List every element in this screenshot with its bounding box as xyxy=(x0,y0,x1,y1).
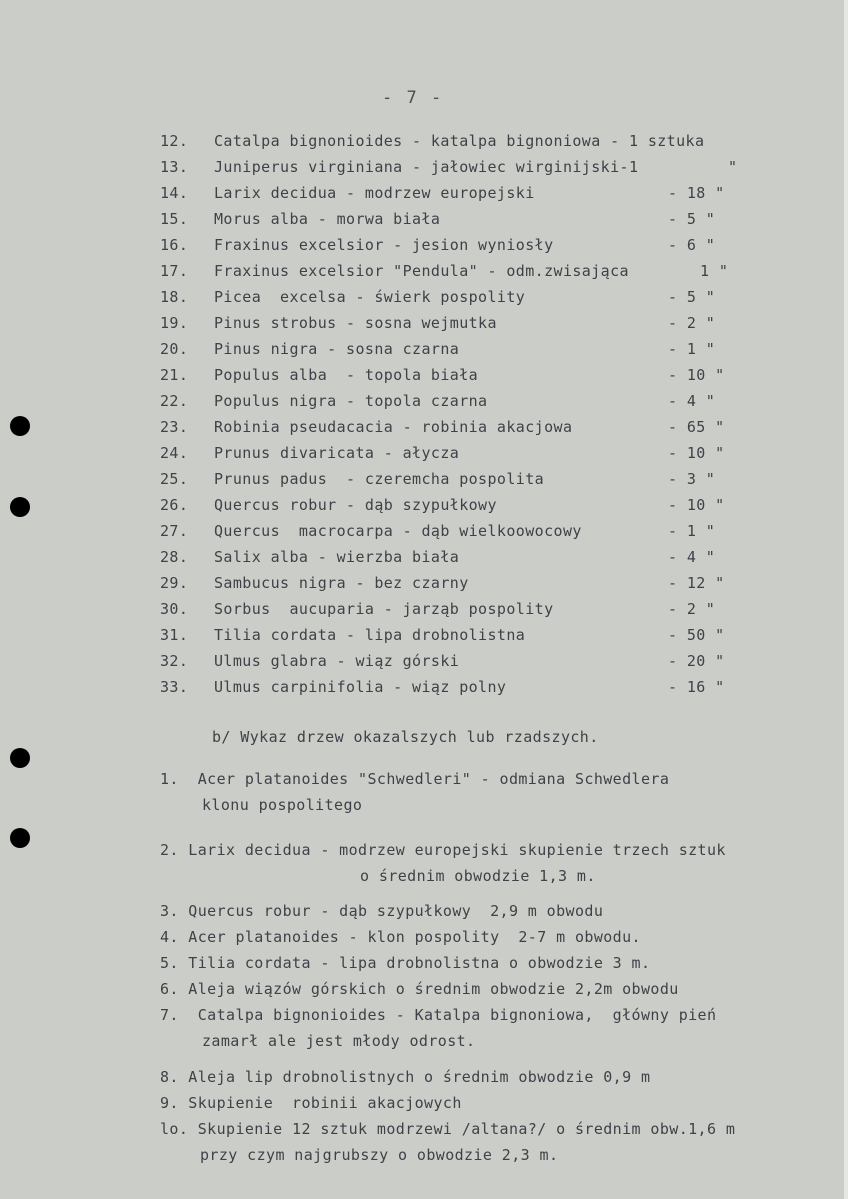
item-number: 33. xyxy=(160,678,189,696)
item-text: Sorbus aucuparia - jarząb pospolity xyxy=(214,600,554,618)
list-item xyxy=(0,314,848,340)
list-item: 2. Larix decidua - modrzew europejski skupienie trzech sztuk xyxy=(160,841,726,859)
item-number: 23. xyxy=(160,418,189,436)
item-number: 15. xyxy=(160,210,189,228)
item-text: Prunus padus - czeremcha pospolita xyxy=(214,470,545,488)
item-text: Populus alba - topola biała xyxy=(214,366,479,384)
item-number: 14. xyxy=(160,184,189,202)
item-number: 20. xyxy=(160,340,189,358)
list-item xyxy=(0,548,848,574)
item-count: 1 " xyxy=(700,262,729,280)
section-heading: b/ Wykaz drzew okazalszych lub rzadszych. xyxy=(212,728,599,746)
item-count: - 50 " xyxy=(668,626,725,644)
list-item xyxy=(0,236,848,262)
list-item-continuation: klonu pospolitego xyxy=(202,796,363,814)
item-text: Salix alba - wierzba biała xyxy=(214,548,460,566)
item-count: - 6 " xyxy=(668,236,716,254)
item-count: - 5 " xyxy=(668,288,716,306)
item-number: 13. xyxy=(160,158,189,176)
item-text: Fraxinus excelsior - jesion wyniosły xyxy=(214,236,554,254)
item-text: Juniperus virginiana - jałowiec wirginijski-1 xyxy=(214,158,639,176)
list-item: 9. Skupienie robinii akacjowych xyxy=(160,1094,462,1112)
list-item xyxy=(0,210,848,236)
list-item-continuation: zamarł ale jest młody odrost. xyxy=(202,1032,476,1050)
item-text: Robinia pseudacacia - robinia akacjowa xyxy=(214,418,573,436)
item-text: Tilia cordata - lipa drobnolistna xyxy=(214,626,526,644)
item-text: Morus alba - morwa biała xyxy=(214,210,441,228)
item-text: Pinus strobus - sosna wejmutka xyxy=(214,314,497,332)
list-item: 1. Acer platanoides "Schwedleri" - odmiana Schwedlera xyxy=(160,770,670,788)
punch-hole xyxy=(10,748,30,768)
punch-hole xyxy=(10,828,30,848)
item-text: Ulmus carpinifolia - wiąz polny xyxy=(214,678,507,696)
list-item: 8. Aleja lip drobnolistnych o średnim obwodzie 0,9 m xyxy=(160,1068,651,1086)
item-number: 32. xyxy=(160,652,189,670)
item-number: 18. xyxy=(160,288,189,306)
list-item: lo. Skupienie 12 sztuk modrzewi /altana?/ o średnim obw.1,6 m xyxy=(160,1120,736,1138)
list-item-continuation: o średnim obwodzie 1,3 m. xyxy=(360,867,596,885)
list-item xyxy=(0,288,848,314)
list-item xyxy=(0,678,848,704)
list-item xyxy=(0,496,848,522)
item-text: Catalpa bignonioides - katalpa bignoniowa - 1 sztuka xyxy=(214,132,705,150)
item-number: 19. xyxy=(160,314,189,332)
list-item xyxy=(0,444,848,470)
list-item: 5. Tilia cordata - lipa drobnolistna o obwodzie 3 m. xyxy=(160,954,651,972)
item-text: Ulmus glabra - wiąz górski xyxy=(214,652,460,670)
item-number: 17. xyxy=(160,262,189,280)
item-count: - 10 " xyxy=(668,444,725,462)
list-item: 3. Quercus robur - dąb szypułkowy 2,9 m obwodu xyxy=(160,902,604,920)
item-number: 22. xyxy=(160,392,189,410)
list-item xyxy=(0,184,848,210)
list-item xyxy=(0,132,848,158)
page-number: - 7 - xyxy=(382,88,444,108)
item-number: 16. xyxy=(160,236,189,254)
item-text: Fraxinus excelsior "Pendula" - odm.zwisająca xyxy=(214,262,629,280)
list-item xyxy=(0,158,848,184)
item-count: - 1 " xyxy=(668,340,716,358)
list-item xyxy=(0,418,848,444)
list-item: 7. Catalpa bignonioides - Katalpa bignoniowa, główny pień xyxy=(160,1006,717,1024)
item-count: - 65 " xyxy=(668,418,725,436)
item-number: 21. xyxy=(160,366,189,384)
list-item xyxy=(0,392,848,418)
item-count: - 3 " xyxy=(668,470,716,488)
item-text: Populus nigra - topola czarna xyxy=(214,392,488,410)
item-count: - 18 " xyxy=(668,184,725,202)
list-item xyxy=(0,652,848,678)
list-item xyxy=(0,574,848,600)
list-item xyxy=(0,470,848,496)
item-count: - 20 " xyxy=(668,652,725,670)
item-count: - 1 " xyxy=(668,522,716,540)
item-number: 25. xyxy=(160,470,189,488)
item-count: " xyxy=(728,158,738,176)
list-item: 4. Acer platanoides - klon pospolity 2-7 m obwodu. xyxy=(160,928,641,946)
list-item xyxy=(0,262,848,288)
list-item xyxy=(0,522,848,548)
item-number: 29. xyxy=(160,574,189,592)
item-text: Quercus robur - dąb szypułkowy xyxy=(214,496,497,514)
item-count: - 4 " xyxy=(668,392,716,410)
item-text: Pinus nigra - sosna czarna xyxy=(214,340,460,358)
item-number: 24. xyxy=(160,444,189,462)
item-number: 31. xyxy=(160,626,189,644)
list-item xyxy=(0,600,848,626)
item-text: Larix decidua - modrzew europejski xyxy=(214,184,535,202)
item-count: - 2 " xyxy=(668,314,716,332)
list-item xyxy=(0,626,848,652)
item-count: - 4 " xyxy=(668,548,716,566)
item-text: Prunus divaricata - ałycza xyxy=(214,444,460,462)
item-text: Quercus macrocarpa - dąb wielkoowocowy xyxy=(214,522,582,540)
item-text: Picea excelsa - świerk pospolity xyxy=(214,288,526,306)
item-count: - 10 " xyxy=(668,496,725,514)
item-count: - 10 " xyxy=(668,366,725,384)
item-count: - 5 " xyxy=(668,210,716,228)
item-count: - 12 " xyxy=(668,574,725,592)
list-item xyxy=(0,340,848,366)
list-item xyxy=(0,366,848,392)
item-count: - 16 " xyxy=(668,678,725,696)
item-number: 12. xyxy=(160,132,189,150)
item-count: - 2 " xyxy=(668,600,716,618)
item-text: Sambucus nigra - bez czarny xyxy=(214,574,469,592)
item-number: 30. xyxy=(160,600,189,618)
item-number: 28. xyxy=(160,548,189,566)
item-number: 27. xyxy=(160,522,189,540)
item-number: 26. xyxy=(160,496,189,514)
list-item-continuation: przy czym najgrubszy o obwodzie 2,3 m. xyxy=(200,1146,559,1164)
list-item: 6. Aleja wiązów górskich o średnim obwodzie 2,2m obwodu xyxy=(160,980,679,998)
